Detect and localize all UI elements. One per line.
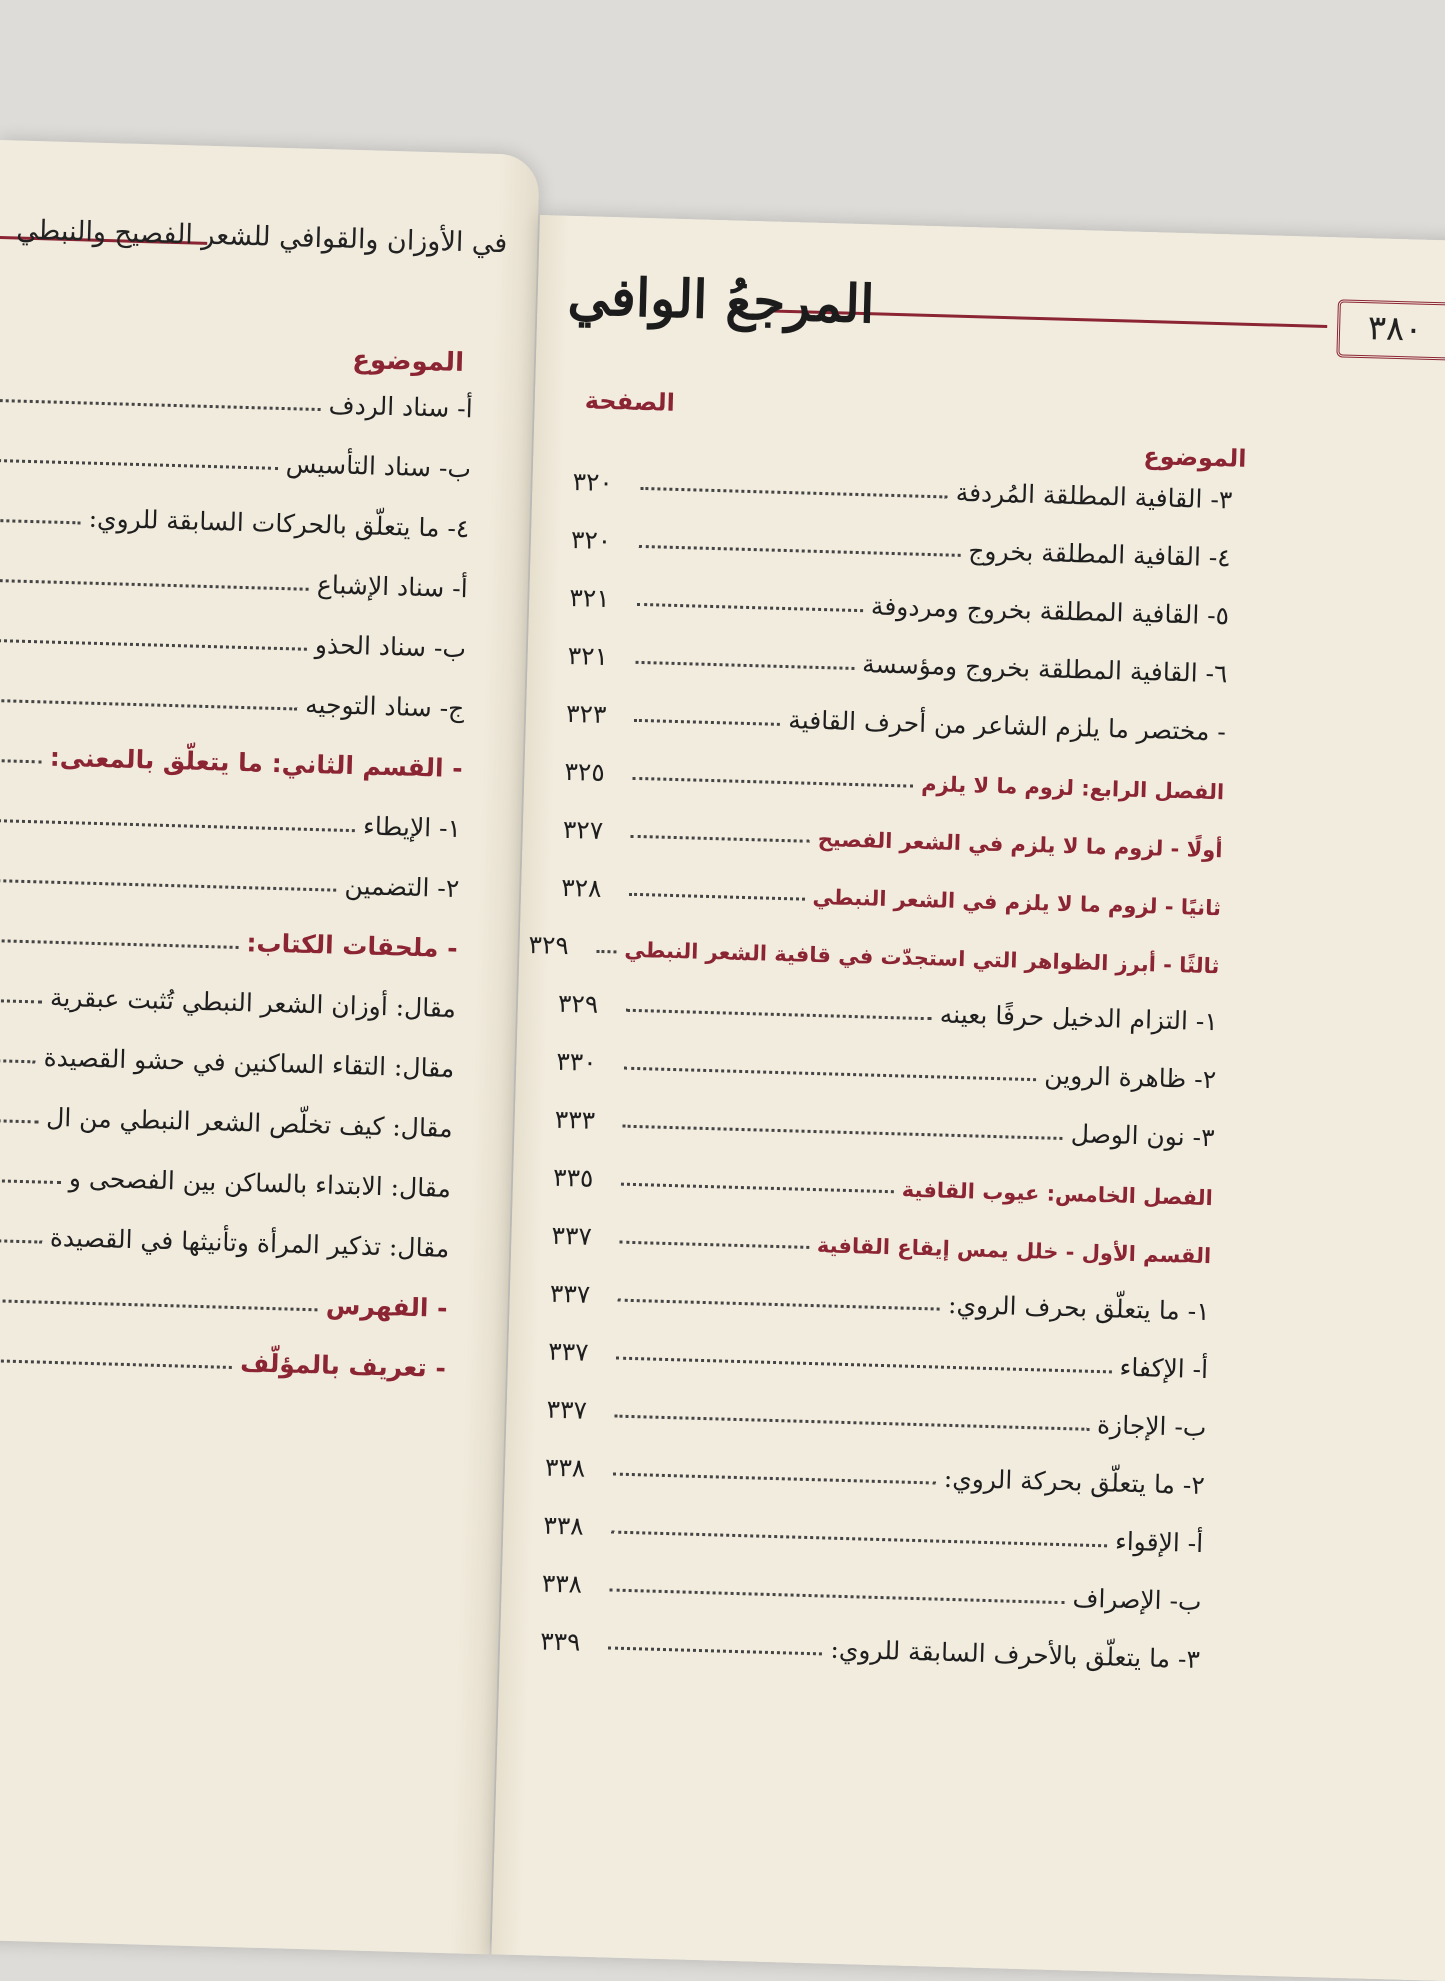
- toc-entry-title: ٥- القافية المطلقة بخروج ومردوفة: [870, 591, 1230, 631]
- toc-page-number: ٣٢٥: [564, 756, 606, 788]
- column-header-page: الصفحة: [584, 386, 676, 417]
- toc-page-number: ٣٢٧: [562, 814, 604, 845]
- toc-entry-title: ٢- ظاهرة الروين: [1043, 1060, 1217, 1095]
- toc-page-number: ٣٢٣: [565, 698, 607, 730]
- toc-entry-title: ٣- نون الوصل: [1070, 1119, 1215, 1153]
- dot-leader: [0, 519, 81, 525]
- toc-entry-title: ٣- القافية المطلقة المُردفة: [955, 477, 1233, 515]
- dot-leader: [636, 661, 855, 670]
- toc-section-title: ثالثًا - أبرز الظواهر التي استجدّت في قافية الشعر النبطي: [624, 937, 1220, 979]
- toc-section-title: - تعريف بالمؤلّف: [239, 1348, 447, 1383]
- toc-entry-title: أ- سناد الردف: [328, 390, 474, 424]
- toc-page-number: ٣٣٠: [555, 1046, 598, 1077]
- toc-page-number: ٣٢٩: [528, 929, 570, 961]
- right-page: [491, 215, 1445, 1981]
- dot-leader: [629, 893, 805, 901]
- dot-leader: [608, 1646, 822, 1655]
- dot-leader: [637, 603, 863, 612]
- toc-entry-title: ب- سناد التأسيس: [285, 449, 472, 484]
- toc-entry-title: ٣- ما يتعلّق بالأحرف السابقة للروي:: [830, 1634, 1201, 1674]
- dot-leader: [0, 938, 238, 949]
- toc-entry-title: أ- سناد الإشباع: [316, 570, 469, 604]
- toc-page-number: ٣٢٨: [560, 872, 602, 903]
- toc-entry-title: ٢- التضمين: [344, 870, 460, 904]
- dot-leader: [631, 835, 810, 843]
- dot-leader: [634, 719, 780, 726]
- dot-leader: [0, 1358, 232, 1369]
- toc-entry-title: أ- الإكفاء: [1119, 1352, 1209, 1385]
- toc-entry-title: مقال: أوزان الشعر النبطي تُثبت عبقرية: [49, 982, 457, 1024]
- toc-entry-title: - مختصر ما يلزم الشاعر من أحرف القافية: [788, 705, 1227, 747]
- left-column-header-topic: الموضوع: [351, 344, 465, 379]
- toc-entry-title: ٤- القافية المطلقة بخروج: [967, 536, 1232, 573]
- dot-leader: [0, 878, 337, 891]
- dot-leader: [0, 818, 355, 832]
- toc-entry-title: ب- سناد الحذو: [314, 629, 467, 664]
- toc-page-number: ٣٣٩: [539, 1626, 581, 1657]
- toc-entry-title: أ- الإقواء: [1114, 1526, 1204, 1559]
- toc-section-title: الفصل الخامس: عيوب القافية: [901, 1177, 1214, 1211]
- toc-section-title: ثانيًا - لزوم ما لا يلزم في الشعر النبطي: [812, 884, 1222, 921]
- toc-entry-title: ١- ما يتعلّق بحرف الروي:: [947, 1289, 1211, 1327]
- dot-leader: [0, 998, 42, 1003]
- toc-page-number: ٣٢٩: [557, 988, 599, 1019]
- toc-page-number: ٣٣٥: [552, 1162, 594, 1193]
- dot-leader: [0, 1178, 61, 1184]
- dot-leader: [0, 1298, 318, 1311]
- toc-section-title: أولًا - لزوم ما لا يلزم في الشعر الفصيح: [817, 827, 1223, 863]
- dot-leader: [0, 1058, 36, 1063]
- dot-leader: [0, 698, 297, 710]
- toc-section-title: - الفهرس: [325, 1290, 448, 1323]
- toc-section-title: الفصل الرابع: لزوم ما لا يلزم: [920, 771, 1225, 805]
- dot-leader: [0, 758, 42, 763]
- dot-leader: [0, 638, 307, 650]
- toc-entry-title: ١- الإيطاء: [362, 811, 462, 844]
- toc-entry-title: ج- سناد التوجيه: [304, 689, 465, 724]
- toc-entry-title: ب- الإجازة: [1096, 1410, 1207, 1443]
- dot-leader: [596, 950, 616, 954]
- toc-page-number: ٣٣٣: [554, 1104, 596, 1135]
- toc-page-number: ٣٣٨: [544, 1452, 586, 1483]
- dot-leader: [621, 1183, 894, 1194]
- left-page: [0, 140, 540, 1954]
- dot-leader: [0, 1118, 38, 1123]
- toc-entry-title: مقال: الابتداء بالساكن بين الفصحى و: [68, 1163, 452, 1203]
- dot-leader: [0, 578, 309, 590]
- dot-leader: [0, 1238, 42, 1243]
- column-header-topic: الموضوع: [1143, 441, 1247, 473]
- dot-leader: [619, 1241, 809, 1249]
- dot-leader: [0, 399, 321, 411]
- toc-section-title: - ملحقات الكتاب:: [246, 928, 459, 964]
- toc-page-number: ٣٣٨: [543, 1510, 585, 1541]
- toc-page-number: ٣٢٠: [570, 524, 612, 556]
- toc-entry-title: مقال: التقاء الساكنين في حشو القصيدة: [43, 1042, 455, 1084]
- left-toc-list: [0, 349, 474, 1562]
- right-header-title: المرجعُ الوافي: [566, 265, 876, 336]
- page-number-box: [1336, 299, 1445, 360]
- page-number: ٣٨٠: [1367, 308, 1424, 350]
- toc-page-number: ٣٢١: [567, 640, 609, 672]
- toc-entry-title: ٦- القافية المطلقة بخروج ومؤسسة: [861, 649, 1228, 689]
- toc-entry-title: ب- الإصراف: [1072, 1583, 1202, 1617]
- toc-section-title: - القسم الثاني: ما يتعلّق بالمعنى:: [49, 742, 464, 784]
- toc-page-number: ٣٢٠: [572, 467, 614, 498]
- toc-entry-title: ٢- ما يتعلّق بحركة الروي:: [943, 1463, 1206, 1501]
- toc-page-number: ٣٣٧: [549, 1278, 591, 1309]
- toc-page-number: ٣٣٧: [547, 1336, 589, 1367]
- dot-leader: [0, 459, 278, 470]
- toc-page-number: ٣٣٧: [551, 1220, 593, 1251]
- toc-entry-title: ١- التزام الدخيل حرفًا بعينه: [939, 999, 1219, 1037]
- toc-page-number: ٣٢١: [568, 582, 611, 614]
- left-header-title: في الأوزان والقوافي للشعر الفصيح والنبطي: [15, 214, 508, 260]
- toc-section-title: القسم الأول - خلل يمس إيقاع القافية: [816, 1233, 1212, 1269]
- toc-entry-title: مقال: كيف تخلّص الشعر النبطي من ال: [45, 1102, 453, 1144]
- toc-entry-title: ٤- ما يتعلّق بالحركات السابقة للروي:: [88, 503, 470, 544]
- toc-page-number: ٣٣٨: [541, 1568, 583, 1599]
- toc-page-number: ٣٣٧: [546, 1394, 588, 1425]
- right-toc-list: [528, 436, 1234, 1754]
- toc-entry-title: مقال: تذكير المرأة وتأنيثها في القصيدة: [49, 1222, 450, 1263]
